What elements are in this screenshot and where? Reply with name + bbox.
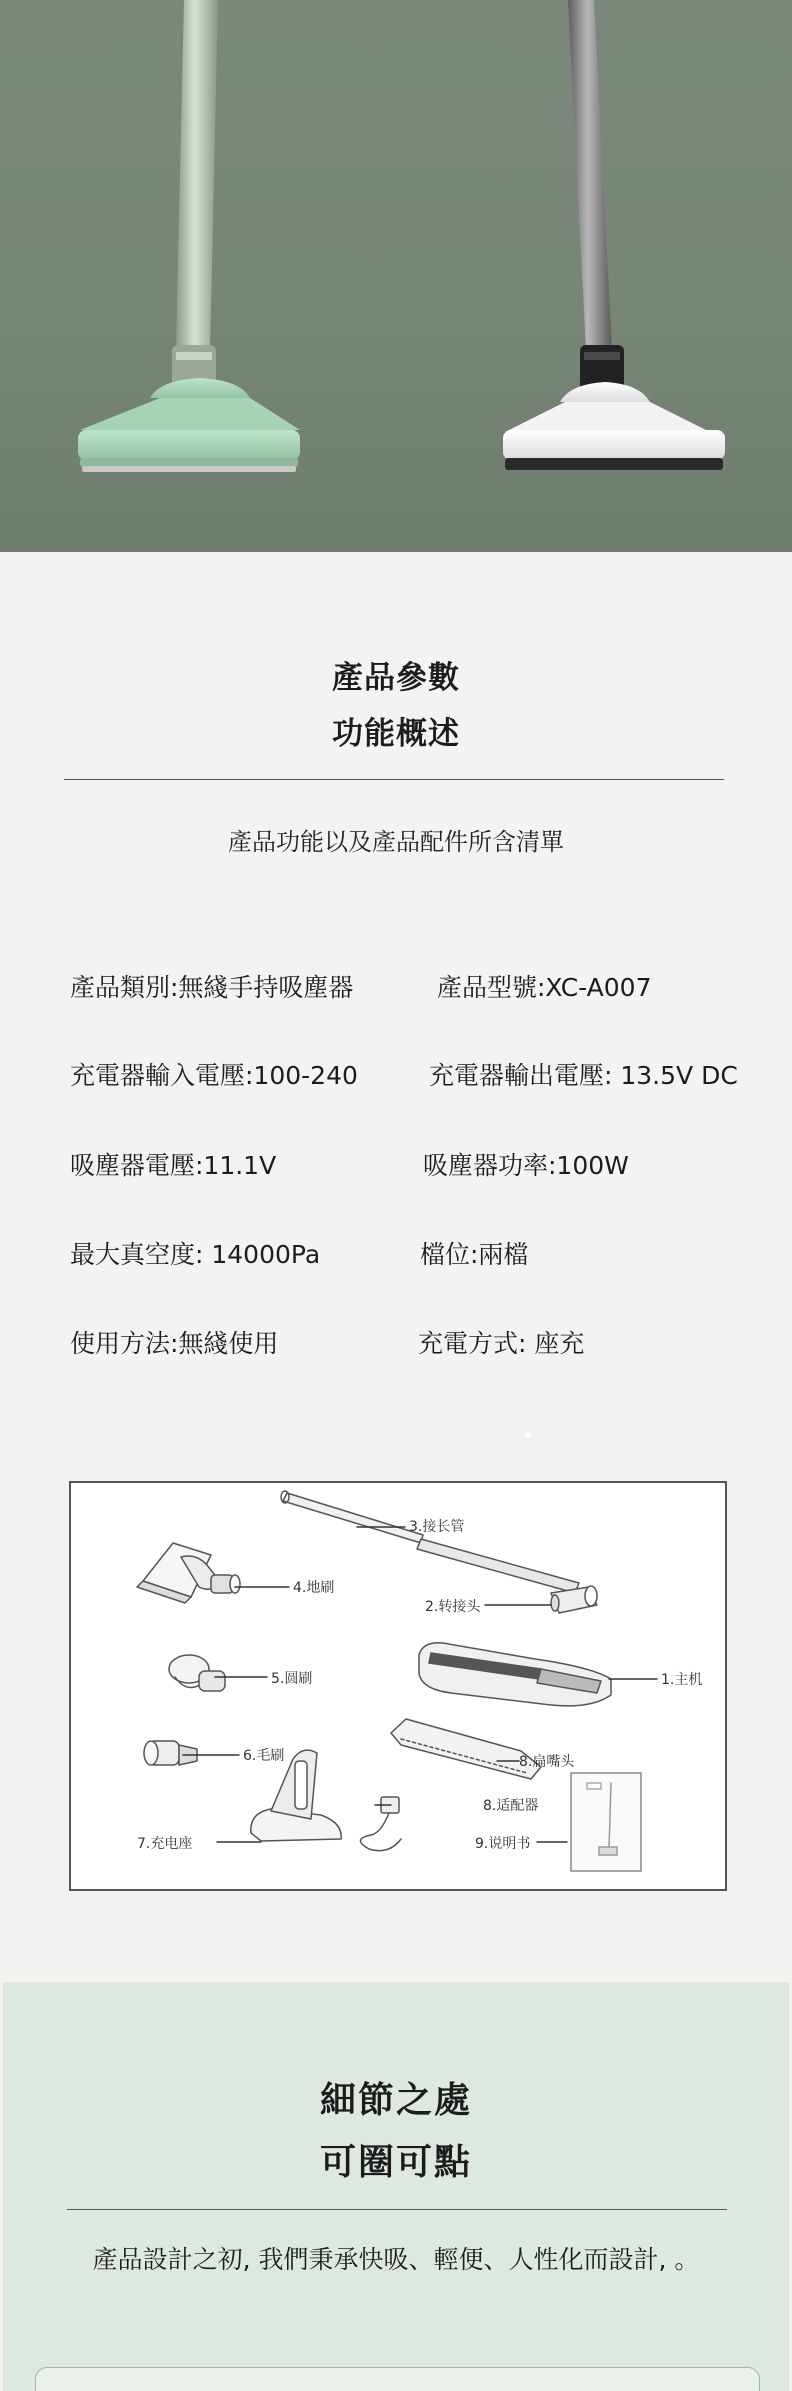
spec-item-input-voltage: 充電器輸入電壓:100-240 xyxy=(70,1061,358,1090)
mint-vacuum xyxy=(78,0,300,472)
spec-item-vacuum-voltage: 吸塵器電壓:11.1V xyxy=(70,1151,277,1180)
label-charger-adapter: 8.适配器 xyxy=(483,1798,539,1814)
accessories-diagram xyxy=(69,1481,727,1891)
spec-item-category: 產品類別:無綫手持吸塵器 xyxy=(70,973,354,1002)
spec-title: 產品參數 xyxy=(332,660,460,696)
accessories-line-drawing xyxy=(71,1483,725,1889)
label-main-unit: 1.主机 xyxy=(661,1672,703,1688)
spec-subtitle-heading: 功能概述 xyxy=(332,716,460,752)
detail-description: 產品設計之初, 我們秉承快吸、輕便、人性化而設計, 。 xyxy=(92,2245,700,2274)
spec-item-max-vacuum: 最大真空度: 14000Pa xyxy=(70,1240,321,1269)
label-hair-brush: 6.毛刷 xyxy=(243,1748,285,1764)
manual-drawing xyxy=(571,1773,641,1871)
detail-section xyxy=(3,1982,789,2391)
detail-title-line2: 可圈可點 xyxy=(319,2142,472,2183)
spec-item-charging: 充電方式: 座充 xyxy=(418,1329,585,1358)
decorative-dot xyxy=(525,1432,531,1438)
round-brush-drawing xyxy=(169,1655,225,1691)
spec-item-output-voltage: 充電器輸出電壓: 13.5V DC xyxy=(429,1061,738,1090)
hero-vacuum-illustration xyxy=(0,0,792,552)
label-floor-brush: 4.地刷 xyxy=(293,1580,335,1596)
white-vacuum xyxy=(503,0,725,470)
label-extension-tube: 3.接长管 xyxy=(409,1519,465,1535)
detail-title: 細節之處 xyxy=(319,2080,472,2121)
label-charging-base: 7.充电座 xyxy=(137,1836,193,1852)
spec-caption: 產品功能以及產品配件所含清單 xyxy=(228,828,564,856)
spec-item-gears: 檔位:兩檔 xyxy=(420,1240,529,1269)
hero-banner xyxy=(0,0,792,552)
label-manual: 9.说明书 xyxy=(475,1836,531,1852)
spec-item-power: 吸塵器功率:100W xyxy=(423,1151,629,1180)
label-flat-nozzle: 8.扁嘴头 xyxy=(519,1754,575,1770)
detail-card-top-edge xyxy=(35,2367,760,2391)
label-round-brush: 5.圆刷 xyxy=(271,1671,313,1687)
adapter-head-drawing xyxy=(551,1586,597,1613)
hair-brush-drawing xyxy=(144,1741,197,1765)
spec-item-usage: 使用方法:無綫使用 xyxy=(70,1329,279,1358)
floor-brush-drawing xyxy=(137,1543,240,1603)
label-adapter-head: 2.转接头 xyxy=(425,1599,481,1615)
spec-divider xyxy=(64,779,724,780)
main-unit-drawing xyxy=(419,1643,611,1706)
spec-item-model: 產品型號:XC-A007 xyxy=(437,973,652,1002)
detail-divider xyxy=(67,2209,727,2210)
